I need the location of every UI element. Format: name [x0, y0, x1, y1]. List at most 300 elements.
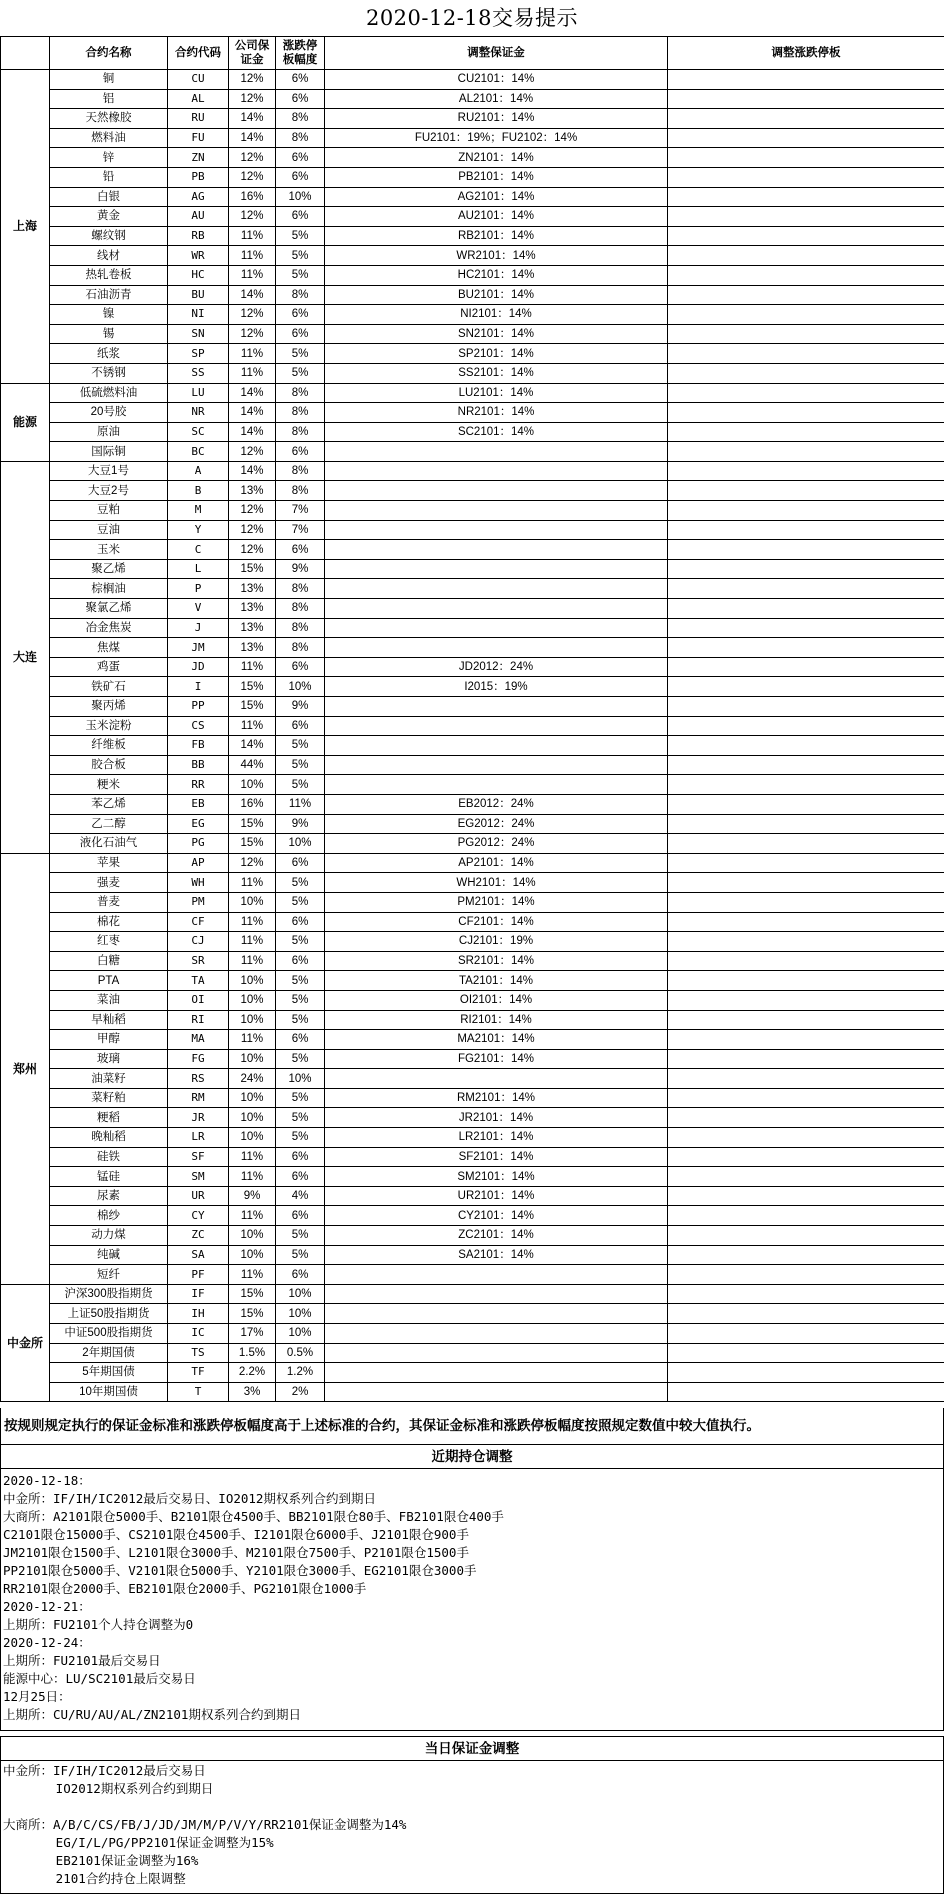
price-limit-cell: 4%: [276, 1186, 325, 1206]
price-limit-cell: 6%: [276, 305, 325, 325]
price-limit-cell: 6%: [276, 716, 325, 736]
contract-code-cell: RS: [168, 1069, 229, 1089]
company-margin-cell: 11%: [229, 1265, 276, 1285]
price-limit-cell: 8%: [276, 638, 325, 658]
adjusted-limit-cell: [668, 638, 944, 658]
company-margin-cell: 15%: [229, 834, 276, 854]
company-margin-cell: 13%: [229, 638, 276, 658]
adjusted-margin-cell: JR2101：14%: [325, 1108, 668, 1128]
contract-code-cell: SA: [168, 1245, 229, 1265]
company-margin-cell: 14%: [229, 403, 276, 423]
price-limit-cell: 8%: [276, 383, 325, 403]
adjusted-margin-cell: [325, 461, 668, 481]
contract-code-header: 合约代码: [168, 37, 229, 70]
adjusted-margin-cell: PM2101：14%: [325, 892, 668, 912]
contract-name-cell: 白银: [50, 187, 168, 207]
contract-name-cell: 不锈钢: [50, 363, 168, 383]
company-margin-cell: 11%: [229, 951, 276, 971]
table-row: [1, 128, 944, 148]
contract-name-cell: 10年期国债: [50, 1382, 168, 1402]
price-limit-cell: 5%: [276, 1049, 325, 1069]
contract-code-cell: EB: [168, 794, 229, 814]
contract-name-cell: PTA: [50, 971, 168, 991]
contract-name-cell: 玉米: [50, 540, 168, 560]
company-margin-cell: 12%: [229, 305, 276, 325]
table-row: [1, 1167, 944, 1187]
table-row: [1, 265, 944, 285]
table-row: [1, 853, 944, 873]
contract-name-cell: 低硫燃料油: [50, 383, 168, 403]
contract-name-cell: 燃料油: [50, 128, 168, 148]
text-line: 中金所：IF/IH/IC2012最后交易日: [3, 1763, 206, 1778]
table-row: [1, 951, 944, 971]
adjusted-limit-cell: [668, 305, 944, 325]
adjusted-margin-cell: AP2101：14%: [325, 853, 668, 873]
company-margin-cell: 15%: [229, 677, 276, 697]
company-margin-cell: 9%: [229, 1186, 276, 1206]
contract-name-cell: 聚氯乙烯: [50, 599, 168, 619]
price-limit-cell: 10%: [276, 1069, 325, 1089]
text-line: JM2101限仓1500手、L2101限仓3000手、M2101限仓7500手、P2101限仓1500手: [3, 1545, 469, 1560]
table-row: [1, 442, 944, 462]
adjusted-margin-cell: [325, 697, 668, 717]
contract-code-cell: RI: [168, 1010, 229, 1030]
price-limit-cell: 5%: [276, 990, 325, 1010]
contract-name-cell: 红枣: [50, 932, 168, 952]
company-margin-cell: 12%: [229, 167, 276, 187]
adjusted-limit-cell: [668, 442, 944, 462]
adjusted-limit-cell: [668, 481, 944, 501]
adjusted-margin-cell: [325, 599, 668, 619]
table-row: [1, 1343, 944, 1363]
text-line: 大商所：A/B/C/CS/FB/J/JD/JM/M/P/V/Y/RR2101保证金调整为14%: [3, 1817, 407, 1832]
text-line: 大商所：A2101限仓5000手、B2101限仓4500手、BB2101限仓80手、FB2101限仓400手: [3, 1509, 504, 1524]
table-row: [1, 1206, 944, 1226]
company-margin-cell: 11%: [229, 716, 276, 736]
contract-code-cell: WH: [168, 873, 229, 893]
company-margin-cell: 17%: [229, 1324, 276, 1344]
adjusted-limit-cell: [668, 775, 944, 795]
adjusted-margin-cell: [325, 1265, 668, 1285]
adjusted-margin-cell: CU2101：14%: [325, 70, 668, 90]
company-margin-cell: 10%: [229, 1010, 276, 1030]
contract-name-cell: 白糖: [50, 951, 168, 971]
adjusted-limit-cell: [668, 324, 944, 344]
adjusted-margin-cell: [325, 775, 668, 795]
contract-name-cell: 菜籽粕: [50, 1088, 168, 1108]
price-limit-cell: 5%: [276, 1128, 325, 1148]
contract-code-cell: OI: [168, 990, 229, 1010]
exchange-label: 大连: [1, 461, 50, 853]
company-margin-cell: 14%: [229, 109, 276, 129]
company-margin-cell: 13%: [229, 481, 276, 501]
table-row: [1, 618, 944, 638]
adjusted-margin-cell: [325, 1343, 668, 1363]
text-line: 2020-12-21：: [3, 1599, 91, 1614]
contract-code-cell: RM: [168, 1088, 229, 1108]
adjusted-margin-cell: [325, 618, 668, 638]
table-row: [1, 873, 944, 893]
company-margin-cell: 2.2%: [229, 1363, 276, 1383]
price-limit-cell: 5%: [276, 363, 325, 383]
adjusted-margin-cell: OI2101：14%: [325, 990, 668, 1010]
price-limit-cell: 6%: [276, 70, 325, 90]
contract-code-cell: P: [168, 579, 229, 599]
contract-name-cell: 乙二醇: [50, 814, 168, 834]
table-row: [1, 775, 944, 795]
contract-name-cell: 聚丙烯: [50, 697, 168, 717]
contract-name-cell: 玻璃: [50, 1049, 168, 1069]
contract-code-cell: L: [168, 559, 229, 579]
company-margin-cell: 13%: [229, 618, 276, 638]
adjusted-margin-cell: UR2101：14%: [325, 1186, 668, 1206]
company-margin-cell: 11%: [229, 226, 276, 246]
adjusted-margin-cell: SM2101：14%: [325, 1167, 668, 1187]
adjusted-margin-cell: NI2101：14%: [325, 305, 668, 325]
contract-code-cell: CF: [168, 912, 229, 932]
contract-name-cell: 纸浆: [50, 344, 168, 364]
text-line: 能源中心：LU/SC2101最后交易日: [3, 1671, 196, 1686]
contract-name-cell: 天然橡胶: [50, 109, 168, 129]
contract-name-cell: 铁矿石: [50, 677, 168, 697]
price-limit-cell: 10%: [276, 834, 325, 854]
table-row: [1, 579, 944, 599]
adjusted-margin-cell: SF2101：14%: [325, 1147, 668, 1167]
table-row: [1, 344, 944, 364]
table-row: [1, 1284, 944, 1304]
table-row: [1, 383, 944, 403]
adjusted-margin-cell: HC2101：14%: [325, 265, 668, 285]
adjusted-margin-cell: FG2101：14%: [325, 1049, 668, 1069]
adjusted-limit-cell: [668, 873, 944, 893]
price-limit-cell: 6%: [276, 442, 325, 462]
company-margin-cell: 13%: [229, 599, 276, 619]
contract-code-cell: MA: [168, 1030, 229, 1050]
adjusted-margin-cell: RI2101：14%: [325, 1010, 668, 1030]
company-margin-cell: 12%: [229, 442, 276, 462]
company-margin-cell: 10%: [229, 1049, 276, 1069]
price-limit-cell: 5%: [276, 1108, 325, 1128]
table-row: [1, 1324, 944, 1344]
company-margin-cell: 16%: [229, 187, 276, 207]
adjusted-limit-cell: [668, 226, 944, 246]
contract-code-cell: TS: [168, 1343, 229, 1363]
adjusted-margin-cell: [325, 716, 668, 736]
contract-code-cell: FG: [168, 1049, 229, 1069]
contract-code-cell: PF: [168, 1265, 229, 1285]
contract-name-cell: 焦煤: [50, 638, 168, 658]
company-margin-cell: 12%: [229, 540, 276, 560]
contract-code-cell: HC: [168, 265, 229, 285]
adjusted-limit-cell: [668, 1324, 944, 1344]
table-row: [1, 422, 944, 442]
company-margin-cell: 15%: [229, 697, 276, 717]
contract-name-cell: 胶合板: [50, 755, 168, 775]
adjusted-margin-cell: CY2101：14%: [325, 1206, 668, 1226]
price-limit-cell: 5%: [276, 1226, 325, 1246]
adjusted-limit-cell: [668, 207, 944, 227]
table-row: [1, 677, 944, 697]
contract-name-cell: 苯乙烯: [50, 794, 168, 814]
company-margin-cell: 11%: [229, 657, 276, 677]
company-margin-cell: 11%: [229, 1030, 276, 1050]
company-margin-cell: 12%: [229, 70, 276, 90]
price-limit-cell: 9%: [276, 559, 325, 579]
adjusted-limit-cell: [668, 579, 944, 599]
price-limit-cell: 6%: [276, 1147, 325, 1167]
table-row: [1, 1245, 944, 1265]
table-row: [1, 1147, 944, 1167]
table-row: [1, 1363, 944, 1383]
contract-name-cell: 线材: [50, 246, 168, 266]
contract-code-cell: NR: [168, 403, 229, 423]
table-row: [1, 932, 944, 952]
adjusted-margin-cell: [325, 736, 668, 756]
contract-code-cell: JM: [168, 638, 229, 658]
table-row: [1, 1049, 944, 1069]
adjusted-limit-cell: [668, 422, 944, 442]
adjusted-limit-cell: [668, 1108, 944, 1128]
adjusted-limit-cell: [668, 1069, 944, 1089]
contract-code-cell: FB: [168, 736, 229, 756]
adjusted-margin-cell: EG2012：24%: [325, 814, 668, 834]
adjusted-margin-cell: RB2101：14%: [325, 226, 668, 246]
contract-name-cell: 中证500股指期货: [50, 1324, 168, 1344]
adjusted-limit-cell: [668, 540, 944, 560]
adjusted-margin-cell: SR2101：14%: [325, 951, 668, 971]
adjusted-margin-cell: [325, 442, 668, 462]
contract-name-cell: 硅铁: [50, 1147, 168, 1167]
company-margin-cell: 10%: [229, 971, 276, 991]
company-margin-cell: 11%: [229, 363, 276, 383]
price-limit-cell: 6%: [276, 1265, 325, 1285]
adjusted-margin-cell: RU2101：14%: [325, 109, 668, 129]
adjusted-margin-cell: [325, 1382, 668, 1402]
contract-name-cell: 晚籼稻: [50, 1128, 168, 1148]
price-limit-cell: 5%: [276, 971, 325, 991]
contract-code-cell: BC: [168, 442, 229, 462]
company-margin-cell: 10%: [229, 1245, 276, 1265]
price-limit-cell: 7%: [276, 520, 325, 540]
contract-code-cell: PG: [168, 834, 229, 854]
table-row: [1, 1382, 944, 1402]
company-margin-cell: 11%: [229, 1206, 276, 1226]
adjusted-margin-cell: [325, 638, 668, 658]
table-row: [1, 148, 944, 168]
adjusted-limit-cell: [668, 559, 944, 579]
adjusted-limit-cell: [668, 971, 944, 991]
contract-code-cell: SF: [168, 1147, 229, 1167]
exchange-label: 能源: [1, 383, 50, 461]
adjusted-margin-cell: ZC2101：14%: [325, 1226, 668, 1246]
text-line: 12月25日：: [3, 1689, 71, 1704]
contract-name-cell: 黄金: [50, 207, 168, 227]
table-row: [1, 971, 944, 991]
adjusted-limit-cell: [668, 285, 944, 305]
adjusted-margin-cell: SA2101：14%: [325, 1245, 668, 1265]
contract-code-cell: SR: [168, 951, 229, 971]
company-margin-cell: 12%: [229, 520, 276, 540]
adjusted-margin-cell: SN2101：14%: [325, 324, 668, 344]
contract-name-cell: 冶金焦炭: [50, 618, 168, 638]
table-row: [1, 1069, 944, 1089]
contract-name-cell: 豆粕: [50, 501, 168, 521]
adjusted-limit-cell: [668, 657, 944, 677]
contract-code-cell: AP: [168, 853, 229, 873]
company-margin-cell: 11%: [229, 265, 276, 285]
contract-name-cell: 国际铜: [50, 442, 168, 462]
adjusted-limit-cell: [668, 383, 944, 403]
price-limit-cell: 6%: [276, 912, 325, 932]
contract-name-cell: 普麦: [50, 892, 168, 912]
table-row: [1, 794, 944, 814]
contract-code-cell: C: [168, 540, 229, 560]
table-row: [1, 207, 944, 227]
price-limit-cell: 10%: [276, 1284, 325, 1304]
adjusted-limit-cell: [668, 70, 944, 90]
contract-name-cell: 粳米: [50, 775, 168, 795]
company-margin-cell: 10%: [229, 1088, 276, 1108]
table-row: [1, 1108, 944, 1128]
price-limit-cell: 5%: [276, 932, 325, 952]
price-limit-cell: 5%: [276, 246, 325, 266]
contract-code-cell: A: [168, 461, 229, 481]
contract-name-cell: 原油: [50, 422, 168, 442]
price-limit-cell: 5%: [276, 1245, 325, 1265]
adjusted-margin-cell: PG2012：24%: [325, 834, 668, 854]
contract-code-cell: B: [168, 481, 229, 501]
adjusted-limit-cell: [668, 501, 944, 521]
adjusted-margin-cell: RM2101：14%: [325, 1088, 668, 1108]
contract-code-cell: M: [168, 501, 229, 521]
company-margin-cell: 11%: [229, 1167, 276, 1187]
adjusted-margin-cell: SS2101：14%: [325, 363, 668, 383]
company-margin-cell: 12%: [229, 89, 276, 109]
company-margin-header: 公司保证金: [229, 37, 276, 70]
adjusted-margin-cell: MA2101：14%: [325, 1030, 668, 1050]
adjusted-margin-cell: JD2012：24%: [325, 657, 668, 677]
adjusted-limit-cell: [668, 1147, 944, 1167]
price-limit-cell: 6%: [276, 324, 325, 344]
price-limit-cell: 8%: [276, 461, 325, 481]
adjusted-limit-cell: [668, 109, 944, 129]
adjusted-margin-cell: WR2101：14%: [325, 246, 668, 266]
margin-adjustment-body: [0, 1761, 944, 1894]
contract-code-cell: UR: [168, 1186, 229, 1206]
adjusted-margin-cell: [325, 755, 668, 775]
company-margin-cell: 14%: [229, 422, 276, 442]
contract-name-cell: 石油沥青: [50, 285, 168, 305]
company-margin-cell: 12%: [229, 207, 276, 227]
table-row: [1, 501, 944, 521]
contract-code-cell: IC: [168, 1324, 229, 1344]
table-row: [1, 697, 944, 717]
table-row: [1, 559, 944, 579]
adjusted-margin-cell: ZN2101：14%: [325, 148, 668, 168]
company-margin-cell: 11%: [229, 932, 276, 952]
adjusted-limit-cell: [668, 167, 944, 187]
contract-name-cell: 锡: [50, 324, 168, 344]
table-row: [1, 1030, 944, 1050]
adjusted-limit-header: 调整涨跌停板: [668, 37, 944, 70]
adjusted-limit-cell: [668, 1206, 944, 1226]
contract-code-cell: RR: [168, 775, 229, 795]
price-limit-cell: 5%: [276, 1088, 325, 1108]
company-margin-cell: 14%: [229, 128, 276, 148]
contract-code-cell: J: [168, 618, 229, 638]
contract-name-cell: 20号胶: [50, 403, 168, 423]
table-row: [1, 1226, 944, 1246]
contract-code-cell: ZC: [168, 1226, 229, 1246]
company-margin-cell: 12%: [229, 853, 276, 873]
adjusted-margin-cell: [325, 559, 668, 579]
price-limit-cell: 8%: [276, 599, 325, 619]
company-margin-cell: 11%: [229, 1147, 276, 1167]
contract-name-cell: 螺纹钢: [50, 226, 168, 246]
company-margin-cell: 10%: [229, 775, 276, 795]
adjusted-margin-cell: TA2101：14%: [325, 971, 668, 991]
price-limit-cell: 6%: [276, 167, 325, 187]
adjusted-margin-cell: LU2101：14%: [325, 383, 668, 403]
contract-code-cell: SM: [168, 1167, 229, 1187]
table-row: [1, 481, 944, 501]
contract-name-cell: 短纤: [50, 1265, 168, 1285]
adjusted-limit-cell: [668, 1304, 944, 1324]
adjusted-limit-cell: [668, 1382, 944, 1402]
adjusted-margin-cell: PB2101：14%: [325, 167, 668, 187]
contract-name-cell: 鸡蛋: [50, 657, 168, 677]
adjusted-margin-cell: [325, 540, 668, 560]
contract-code-cell: IF: [168, 1284, 229, 1304]
text-line: PP2101限仓5000手、V2101限仓5000手、Y2101限仓3000手、EG2101限仓3000手: [3, 1563, 477, 1578]
company-margin-cell: 12%: [229, 501, 276, 521]
exchange-label: 中金所: [1, 1284, 50, 1402]
price-limit-cell: 6%: [276, 148, 325, 168]
adjusted-margin-cell: [325, 1284, 668, 1304]
price-limit-cell: 6%: [276, 540, 325, 560]
exchange-header: [1, 37, 50, 70]
contract-name-cell: 尿素: [50, 1186, 168, 1206]
price-limit-cell: 8%: [276, 579, 325, 599]
contract-name-cell: 铅: [50, 167, 168, 187]
table-row: [1, 305, 944, 325]
contract-code-cell: IH: [168, 1304, 229, 1324]
adjusted-limit-cell: [668, 246, 944, 266]
company-margin-cell: 13%: [229, 579, 276, 599]
contract-code-cell: SP: [168, 344, 229, 364]
contract-name-cell: 纯碱: [50, 1245, 168, 1265]
adjusted-limit-cell: [668, 520, 944, 540]
adjusted-margin-cell: SP2101：14%: [325, 344, 668, 364]
contract-name-cell: 锌: [50, 148, 168, 168]
price-limit-cell: 0.5%: [276, 1343, 325, 1363]
exchange-label: 郑州: [1, 853, 50, 1284]
price-limit-cell: 9%: [276, 814, 325, 834]
table-header-row: [1, 37, 944, 70]
table-row: [1, 1010, 944, 1030]
company-margin-cell: 15%: [229, 559, 276, 579]
price-limit-cell: 6%: [276, 89, 325, 109]
rule-note: 按规则规定执行的保证金标准和涨跌停板幅度高于上述标准的合约，其保证金标准和涨跌停板幅度按照规定数值中较大值执行。: [0, 1408, 944, 1444]
price-limit-cell: 8%: [276, 403, 325, 423]
table-row: [1, 363, 944, 383]
table-row: [1, 246, 944, 266]
contract-name-cell: 铝: [50, 89, 168, 109]
contract-name-cell: 甲醇: [50, 1030, 168, 1050]
adjusted-limit-cell: [668, 1363, 944, 1383]
text-line: 2020-12-18：: [3, 1473, 91, 1488]
price-limit-cell: 5%: [276, 226, 325, 246]
